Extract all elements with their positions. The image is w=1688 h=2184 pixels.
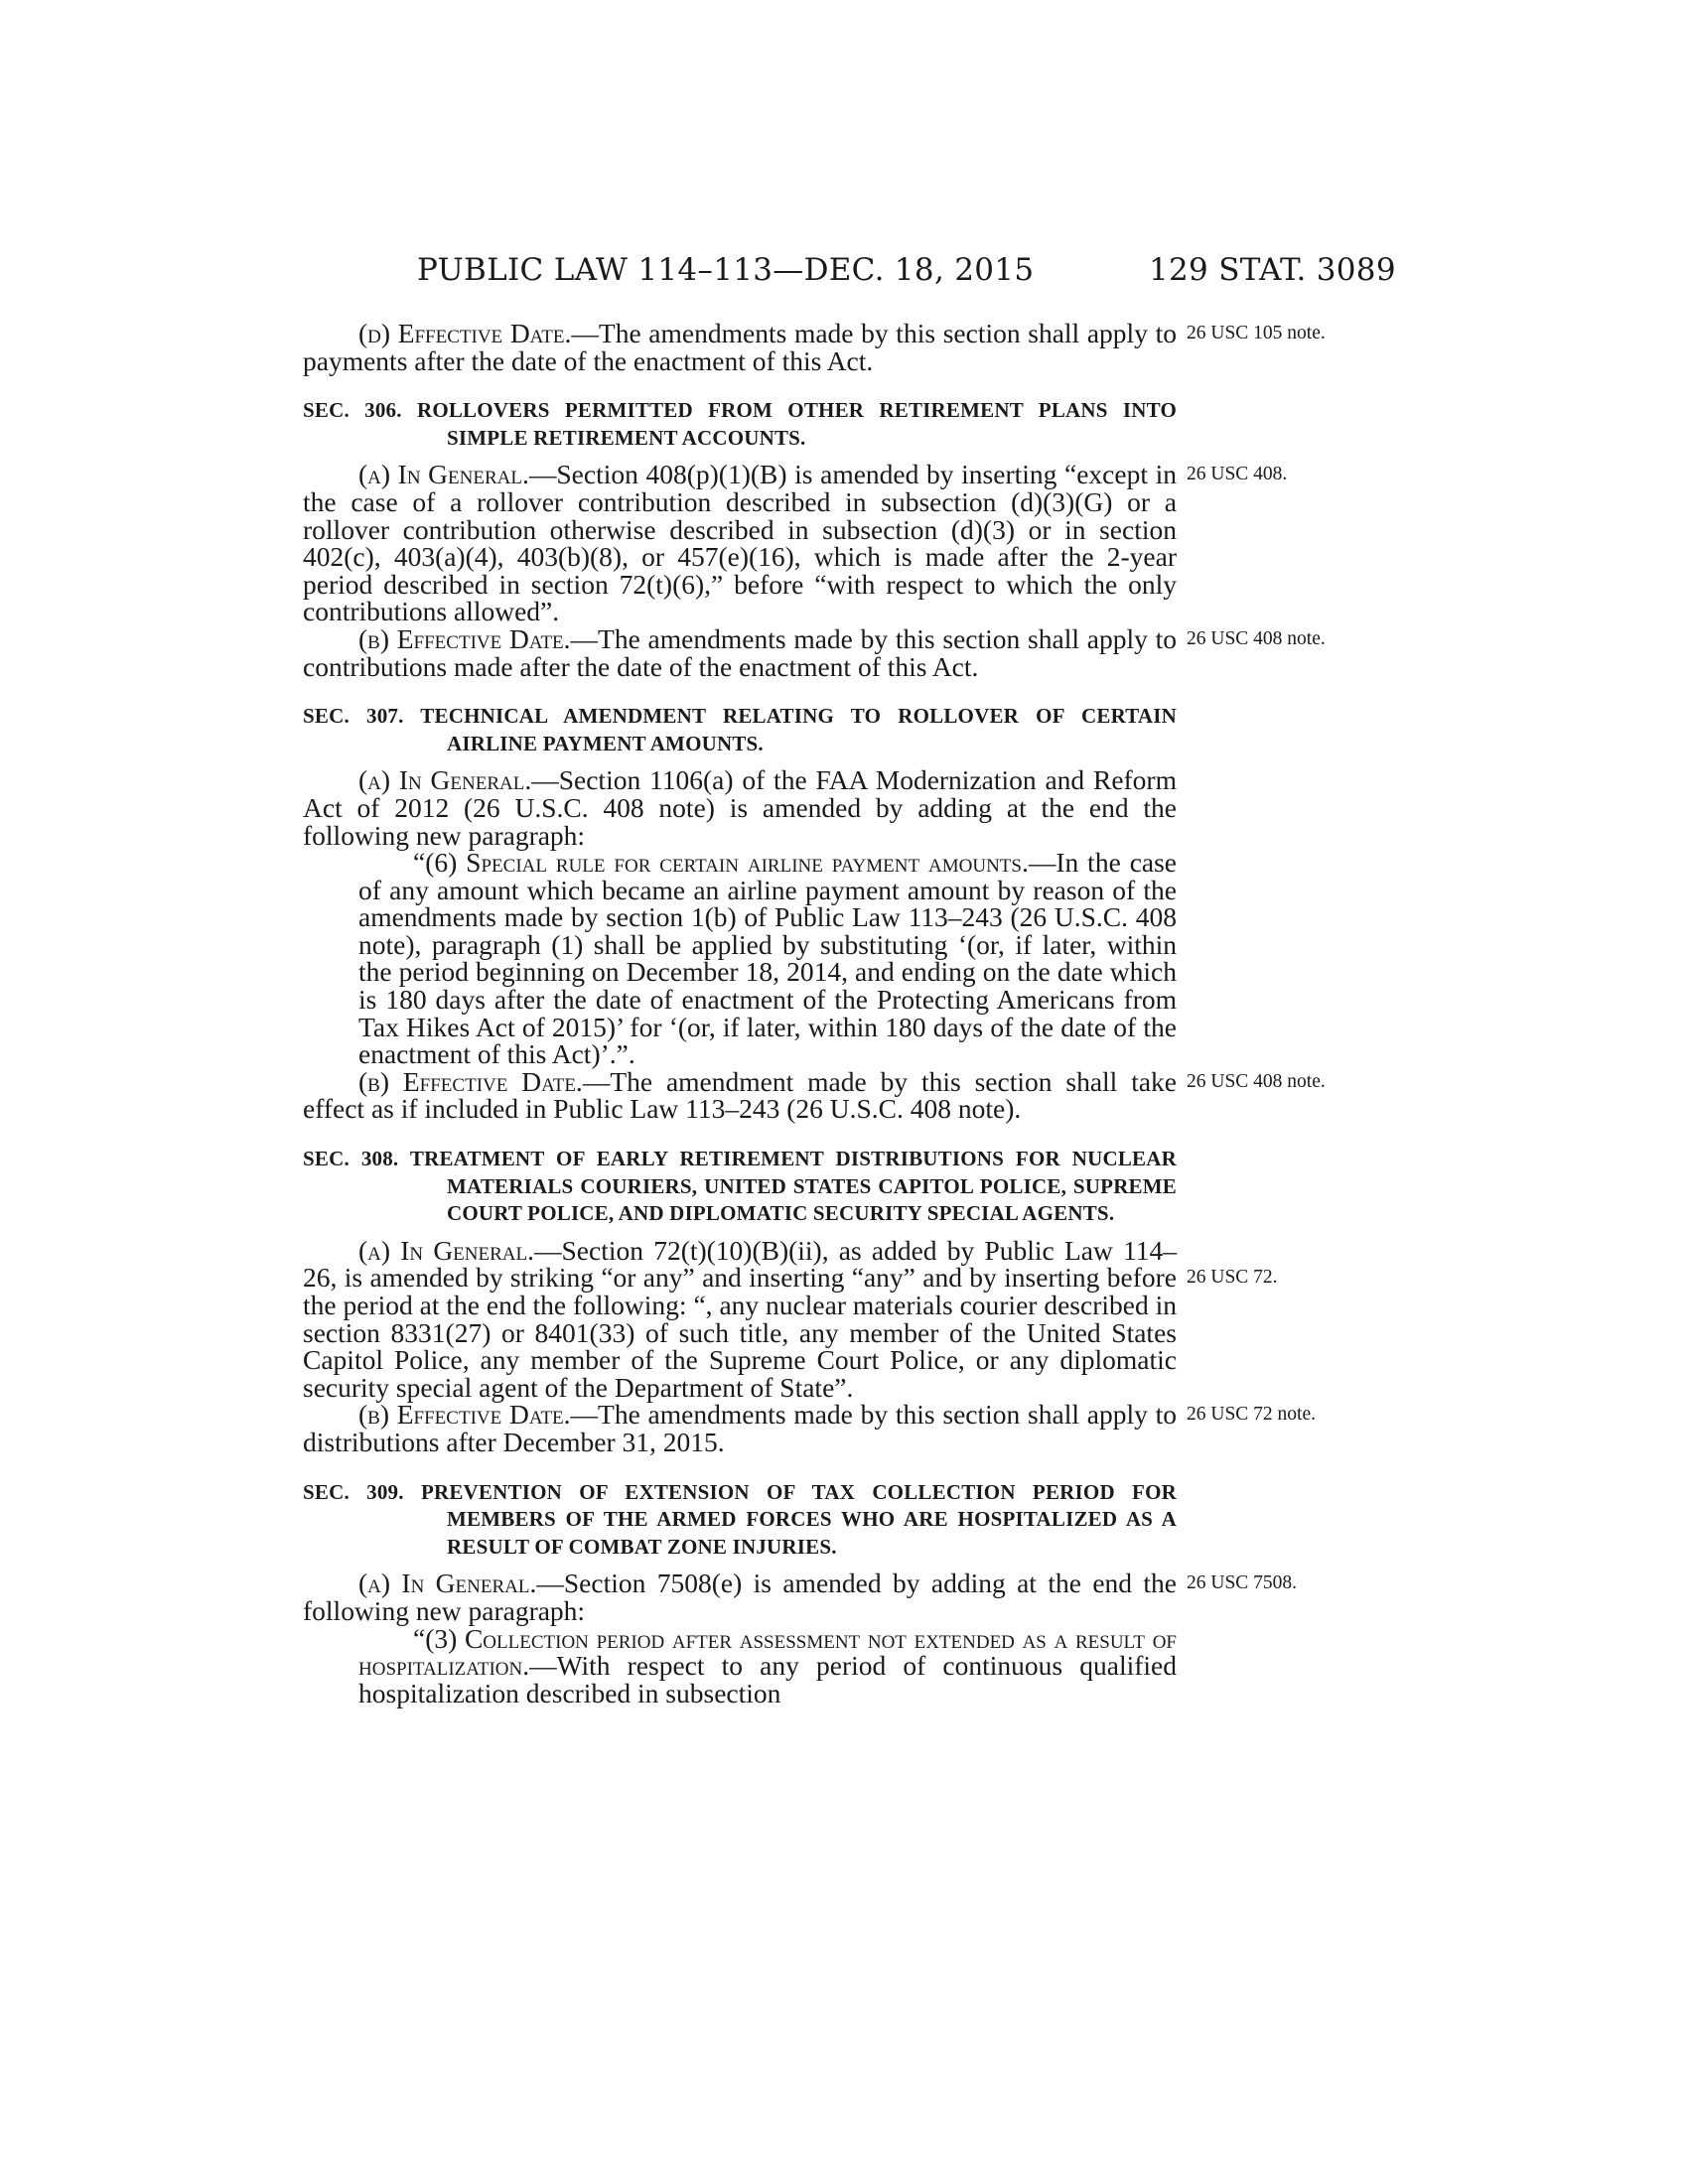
section-heading-306: SEC. 306. ROLLOVERS PERMITTED FROM OTHER RETIREMENT PLANS INTO SIMPLE RETIREMENT ACCOUNTS. xyxy=(303,398,1177,450)
paragraph-label: “(6) Special rule for certain airline payment amounts. xyxy=(413,847,1029,879)
paragraph-text: —With respect to any period of continuous qualified hospitalization described in subsection xyxy=(358,1650,1177,1708)
sec308-paragraph-b xyxy=(303,1399,1317,1457)
paragraph-label: (a) In General. xyxy=(358,1234,534,1266)
paragraph-label: “(3) Collection period after assessment not extended as a result of hospitalization. xyxy=(358,1622,1177,1682)
paragraph-d-effective-date xyxy=(303,318,1326,376)
margin-note: 26 USC 7508. xyxy=(1187,1572,1298,1594)
paragraph-label: (b) Effective Date. xyxy=(358,622,571,654)
paragraph-text: —The amendments made by this section shall apply to contributions made after the date of the enactment of this Act. xyxy=(303,622,1177,682)
sec309-quoted-paragraph-3 xyxy=(358,1622,1177,1708)
paragraph-text: —Section 72(t)(10)(B)(ii), as added by Public Law 114–26, is amended by striking “or any” and inserting “any” and by inserting before the period at the end the following: “, any nuclear materials courier described in section 8331(27) or 8401(33) of such title, any member of the United States Capitol Police, any member of the Supreme Court Police, or any diplomatic security special agent of the Department of State”. xyxy=(303,1234,1177,1403)
paragraph-text: —The amendments made by this section shall apply to payments after the date of the enactment of this Act. xyxy=(303,318,1177,376)
paragraph-text: —In the case of any amount which became an airline payment amount by reason of the amendments made by section 1(b) of Public Law 113–243 (26 U.S.C. 408 note), paragraph (1) shall be applied by substituting ‘(or, if later, within the period beginning on December 18, 2014, and ending on the date which is 180 days after the date of enactment of the Protecting Americans from Tax Hikes Act of 2015)’ for ‘(or, if later, within 180 days of the date of the enactment of this Act)’.”. xyxy=(358,847,1178,1070)
sec306-paragraph-b xyxy=(303,622,1326,682)
sec309-paragraph-a xyxy=(303,1568,1298,1626)
margin-note: 26 USC 408 note. xyxy=(1187,1070,1326,1092)
section-heading-307: SEC. 307. TECHNICAL AMENDMENT RELATING TO ROLLOVER OF CERTAIN AIRLINE PAYMENT AMOUNTS. xyxy=(303,704,1177,755)
sec307-paragraph-b xyxy=(303,1065,1326,1125)
margin-note: 26 USC 105 note. xyxy=(1187,323,1326,343)
margin-note: 26 USC 72 note. xyxy=(1187,1404,1317,1426)
page-number: 129 STAT. 3089 xyxy=(1149,252,1396,288)
document-body xyxy=(303,318,1326,1708)
paragraph-label: (a) In General. xyxy=(358,764,532,796)
margin-note: 26 USC 408. xyxy=(1187,464,1288,485)
paragraph-label: (d) Effective Date. xyxy=(358,318,572,348)
margin-note: 26 USC 72. xyxy=(1187,1267,1278,1289)
sec306-paragraph-a xyxy=(303,459,1288,627)
paragraph-label: (b) Effective Date. xyxy=(358,1399,571,1431)
sec308-paragraph-a xyxy=(303,1234,1278,1403)
paragraph-text: —Section 1106(a) of the FAA Modernization and Reform Act of 2012 (26 U.S.C. 408 note) is amended by adding at the end the following new paragraph: xyxy=(303,764,1177,851)
section-heading-308: SEC. 308. TREATMENT OF EARLY RETIREMENT DISTRIBUTIONS FOR NUCLEAR MATERIALS COURIERS, UNITED STATES CAPITOL POLICE, SUPREME COURT POLICE, AND DIPLOMATIC SECURITY SPECIAL AGENTS. xyxy=(303,1147,1177,1226)
paragraph-text: —The amendment made by this section shall take effect as if included in Public Law 113–243 (26 U.S.C. 408 note). xyxy=(303,1065,1177,1125)
section-heading-309: SEC. 309. PREVENTION OF EXTENSION OF TAX COLLECTION PERIOD FOR MEMBERS OF THE ARMED FORCES WHO ARE HOSPITALIZED AS A RESULT OF COMBAT ZONE INJURIES. xyxy=(303,1479,1177,1559)
paragraph-text: —The amendments made by this section shall apply to distributions after December 31, 2015. xyxy=(303,1399,1177,1457)
paragraph-label: (a) In General. xyxy=(358,459,529,490)
paragraph-text: —Section 408(p)(1)(B) is amended by inserting “except in the case of a rollover contribution described in subsection (d)(3)(G) or a rollover contribution otherwise described in subsection (d)(3) or in section 402(c), 403(a)(4), 403(b)(8), or 457(e)(16), which is made after the 2-year period described in section 72(t)(6),” before “with respect to which the only contributions allowed”. xyxy=(303,459,1177,627)
running-header-title: PUBLIC LAW 114–113—DEC. 18, 2015 xyxy=(417,252,1035,288)
paragraph-text: —Section 7508(e) is amended by adding at the end the following new paragraph: xyxy=(303,1568,1177,1626)
margin-note: 26 USC 408 note. xyxy=(1187,627,1326,649)
sec307-paragraph-a xyxy=(303,766,1177,849)
paragraph-label: (a) In General. xyxy=(358,1568,537,1599)
paragraph-label: (b) Effective Date. xyxy=(358,1065,583,1097)
sec307-quoted-paragraph-6 xyxy=(358,849,1177,1068)
